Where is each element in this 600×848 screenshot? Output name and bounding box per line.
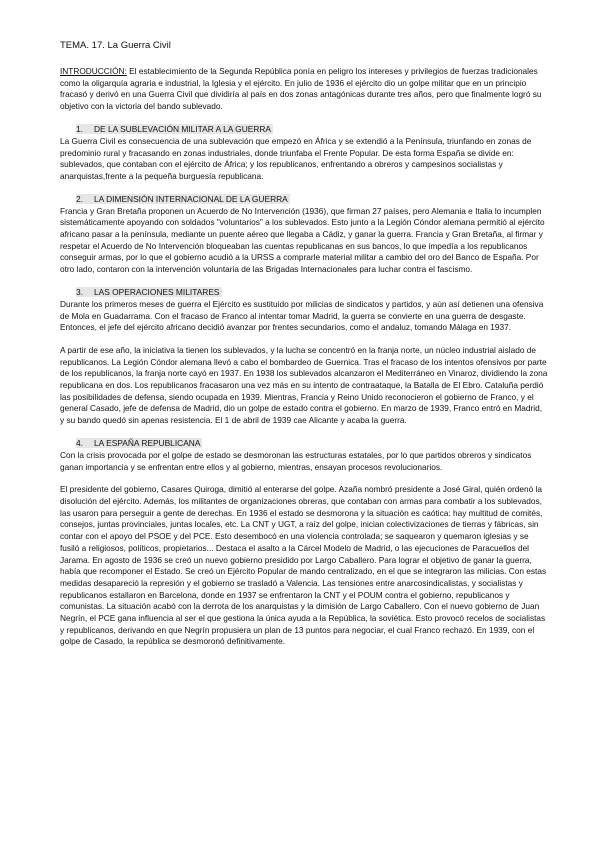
section-heading-2 [76,194,548,205]
intro-text: El establecimiento de la Segunda República ponía en peligro los intereses y privilegios de fuerzas tradicionales como la oligarquía agraria e industrial, la Iglesia y el ejército. En julio de 1936 el ejército dio un golpe militar que en un principio fracasó y derivó en una Guerra Civil que dividiría al país en dos zonas antagónicas durante tres años, pero que finalmente logró su objetivo con la victoria del bando sublevado. [60,66,542,112]
section-number: 4. [76,437,83,448]
intro-paragraph [60,66,548,113]
section-heading-3 [76,287,548,298]
section-number: 2. [76,193,83,204]
intro-label: INTRODUCCIÓN: [60,66,127,76]
section-4-paragraph-2: El presidente del gobierno, Casares Quiroga, dimitió al enterarse del golpe. Azaña nombró presidente a José Giral, quién ordenó la disolución del ejército. Además, los militantes de organizaciones obreras, que contaban con armas para combatir a los sublevados, las usaron para perseguir a gente de derechas. En 1936 el estado se desmorona y la situación es caótica: hay multitud de comités, consejos, juntas provinciales, juntas locales, etc. La CNT y UGT, a raíz del golpe, inician colectivizaciones de tierras y fábricas, sin contar con el apoyo del PSOE y del PCE. Esto desembocó en una violencia controlada; se saquearon y quemaron iglesias y se fusiló a religiosos, políticos, propietarios... Destaca el asalto a la Cárcel Modelo de Madrid, o las ejecuciones de Paracuellos del Jarama. En agosto de 1936 se creó un nuevo gobierno presidido por Largo Caballero. Para lograr el objetivo de ganar la guerra, había que recomponer el Estado. Se creó un Ejército Popular de mando centralizado, en el que se integraron las milicias. Con estas medidas desapareció la represión y el gobierno se trasladó a Valencia. Las tensiones entre anarcosindicalistas, y socialistas y republicanos estallaron en Barcelona, donde en 1937 se enfrentaron la CNT y el POUM contra el gobierno, republicanos y comunistas. La situación acabó con la derrota de los anarquistas y la dimisión de Largo Caballero. Con el nuevo gobierno de Juan Negrín, el PCE gana influencia al ser el que gestiona la única ayuda a la República, la soviética. Esto provocó recelos de socialistas y republicanos, derivando en que Negrín propusiera un plan de 13 puntos para negociar, el cual Franco rechazó. En 1939, con el golpe de Casado, la república se desmoronó definitivamente. [60,484,547,647]
section-heading-text: LA DIMENSIÓN INTERNACIONAL DE LA GUERRA [94,193,288,204]
section-heading-text: LA ESPAÑA REPUBLICANA [94,437,201,448]
document-page [60,40,548,648]
section-1-paragraph-1: La Guerra Civil es consecuencia de una sublevación que empezó en África y se extendió a la Península, triunfando en zonas de predominio rural y fracasando en zonas industriales, donde triunfaba el Frente Popular. De esta forma España se divide en: sublevados, que contaban con el ejército de África; y los republicanos, enfrentando a obreros y campesinos socialistas y anarquistas,frente a la pequeña burguesía republicana. [60,135,532,181]
section-number: 3. [76,286,83,297]
section-4-paragraph-1: Con la crisis provocada por el golpe de estado se desmoronan las estructuras estatales, por lo que partidos obreros y sindicatos ganan importancia y se enfrentan entre ellos y al gobierno, mientras, ensayan procesos revolucionarios. [60,449,532,472]
section-heading-1 [76,124,548,135]
section-number: 1. [76,123,83,134]
section-heading-4 [76,438,548,449]
section-3-paragraph-2: A partir de ese año, la iniciativa la tienen los sublevados, y la lucha se concentró en la franja norte, un núcleo industrial aislado de republicanos. La Legión Cóndor alemana llevó a cabo el bombardeo de Guernica. Tras el fracaso de los intentos ofensivos por parte de los republicanos, la franja norte cayó en 1937. En 1938 los sublevados alcanzaron el Mediterráneo en Vinaroz, dividiendo la zona republicana en dos. Los republicanos fracasaron una vez más en su intento de contraataque, la Batalla de El Ebro. Cataluña perdió las posibilidades de defensa, siendo ocupada en 1939. Mientras, Francia y Reino Unido reconocieron el gobierno de Franco, y el general Casado, jefe de defensa de Madrid, dio un golpe de estado contra el gobierno. En marzo de 1939, Franco entró en Madrid, y su bando quedó sin apenas resistencia. El 1 de abril de 1939 cae Alicante y acaba la guerra. [60,344,548,426]
section-2-paragraph-1: Francia y Gran Bretaña proponen un Acuerdo de No Intervención (1936), que firman 27 países, pero Alemania e Italia lo incumplen sistemáticamente apoyando con soldados "voluntarios" a los sublevados. Esto junto a la Legión Cóndor alemana permitió al ejército africano pasar a la península, mediante un puente aéreo que llegaba a Cádiz, y ganar la guerra. Francia y Gran Bretaña, al firmar y respetar el Acuerdo de No Intervención bloqueaban las cuentas republicanas en sus bancos, lo que impedía a los republicanos conseguir armas, por lo que el gobierno acudió a la URSS a comprarle material militar a cambio del oro del Banco de España. Por otro lado, contaron con la intervención voluntaria de las Brigadas Internacionales para luchar contra el fascismo. [60,205,545,275]
section-heading-text: LAS OPERACIONES MILITARES [94,286,220,297]
document-title: TEMA. 17. La Guerra Civil [60,40,171,51]
section-heading-text: DE LA SUBLEVACIÓN MILITAR A LA GUERRA [94,123,272,134]
section-3-paragraph-1: Durante los primeros meses de guerra el Ejército es sustituido por milicias de sindicatos y partidos, y aún así detienen una ofensiva de Mola en Guadarrama. Con el fracaso de Franco al intentar tomar Madrid, la guerra se convierte en una guerra de desgaste. Entonces, el jefe del ejército africano decidió avanzar por frentes secundarios, como el andaluz, tomando Málaga en 1937. [60,298,544,333]
